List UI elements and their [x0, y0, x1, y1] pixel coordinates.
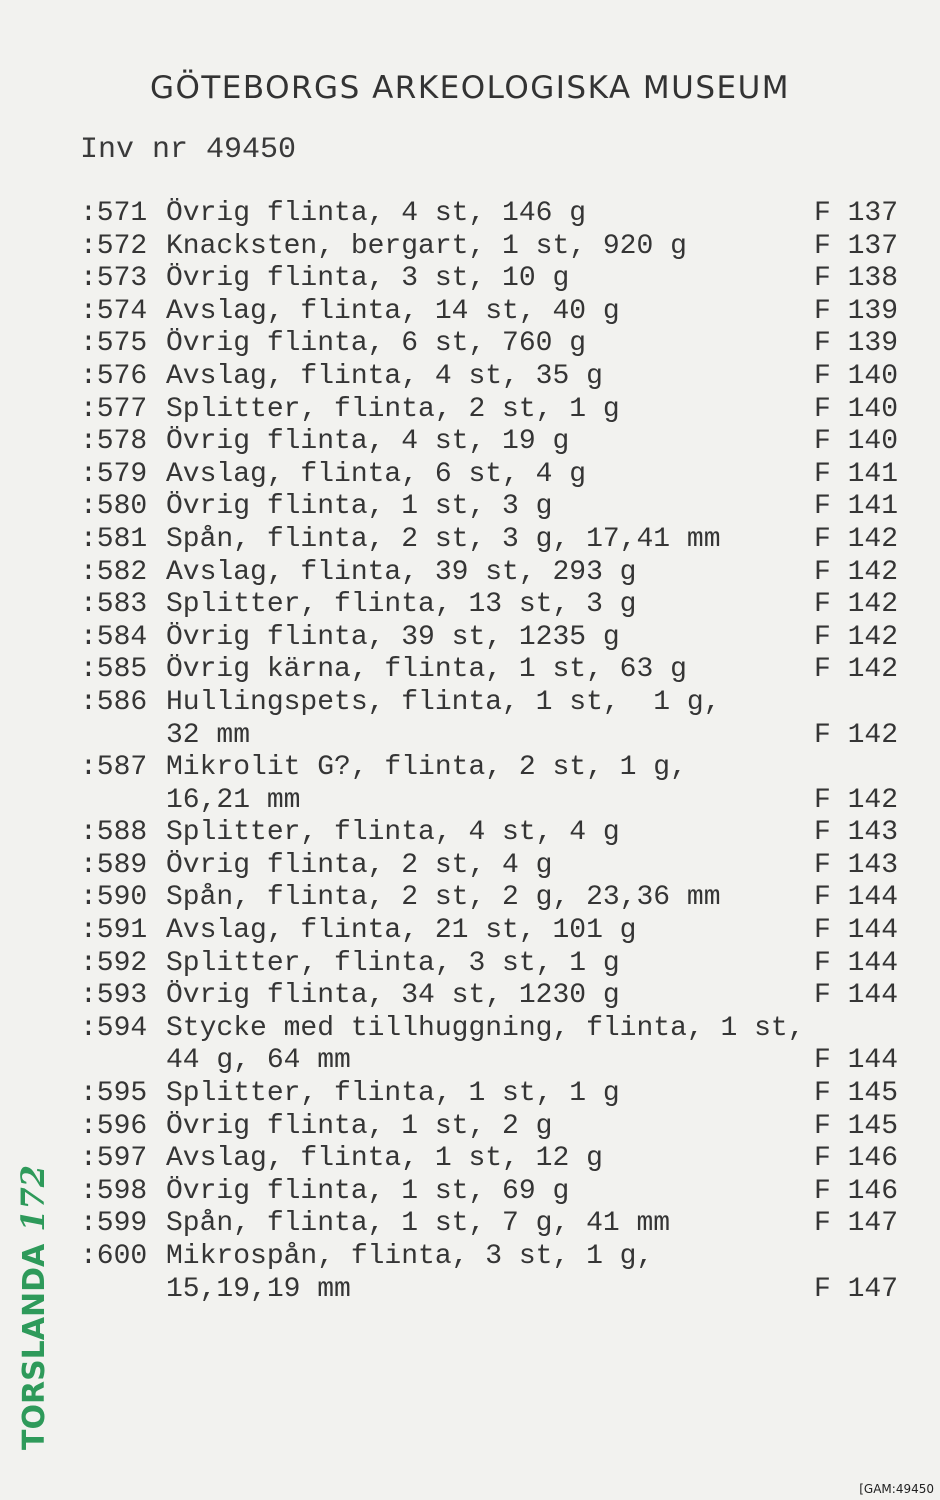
museum-title: GÖTEBORGS ARKEOLOGISKA MUSEUM: [149, 70, 791, 106]
entry-description: 16,21 mm: [166, 784, 301, 816]
entry-find-reference: F 146: [814, 1175, 899, 1207]
entry-description: Avslag, flinta, 21 st, 101 g: [166, 915, 637, 947]
entry-find-reference: F 143: [814, 817, 899, 849]
entry-row: [80, 231, 900, 264]
entry-find-reference: F 144: [814, 915, 899, 947]
entry-number: :574: [80, 295, 148, 327]
entry-find-reference: F 141: [814, 491, 899, 523]
entry-find-reference: F 145: [814, 1078, 899, 1110]
entry-number: :593: [80, 980, 148, 1012]
entry-description: Avslag, flinta, 1 st, 12 g: [166, 1143, 603, 1175]
entry-number: :588: [80, 817, 148, 849]
entry-description: Mikrolit G?, flinta, 2 st, 1 g,: [166, 752, 687, 784]
entry-find-reference: F 139: [814, 295, 899, 327]
entry-row: [80, 817, 900, 850]
entry-row: [80, 850, 900, 883]
entry-find-reference: F 145: [814, 1110, 899, 1142]
site-name: TORSLANDA: [17, 1243, 52, 1450]
entry-row: [80, 882, 900, 915]
entry-number: :596: [80, 1110, 148, 1142]
entry-description: Övrig flinta, 1 st, 69 g: [166, 1175, 570, 1207]
entry-description: 44 g, 64 mm: [166, 1045, 351, 1077]
entry-row: [80, 557, 900, 590]
entry-find-reference: F 140: [814, 360, 899, 392]
entry-number: :583: [80, 589, 148, 621]
entry-number: :595: [80, 1078, 148, 1110]
entry-description: Avslag, flinta, 4 st, 35 g: [166, 360, 603, 392]
entry-number: :600: [80, 1241, 148, 1272]
entry-find-reference: F 137: [814, 198, 899, 229]
entry-number: :581: [80, 523, 148, 555]
entry-find-reference: F 142: [814, 654, 899, 686]
entry-row: [80, 1143, 900, 1176]
entry-number: :579: [80, 458, 148, 490]
entry-number: :584: [80, 621, 148, 653]
entry-description: Splitter, flinta, 3 st, 1 g: [166, 947, 620, 979]
entry-find-reference: F 138: [814, 263, 899, 295]
archive-stamp: [GAM:49450: [859, 1482, 934, 1496]
entry-find-reference: F 142: [814, 523, 899, 555]
entry-number: :577: [80, 393, 148, 425]
entry-find-reference: F 143: [814, 849, 899, 881]
entry-description: Splitter, flinta, 2 st, 1 g: [166, 393, 620, 425]
entry-description: Övrig flinta, 39 st, 1235 g: [166, 621, 620, 653]
entry-number: :592: [80, 947, 148, 979]
entry-row: [80, 752, 900, 785]
entry-row: [80, 1078, 900, 1111]
entry-find-reference: F 142: [814, 621, 899, 653]
entry-number: :578: [80, 426, 148, 458]
entry-find-reference: F 144: [814, 882, 899, 914]
entry-find-reference: F 144: [814, 1045, 899, 1077]
entry-description: 32 mm: [166, 719, 251, 751]
entry-row: [80, 296, 900, 329]
entry-description: Spån, flinta, 2 st, 2 g, 23,36 mm: [166, 882, 721, 914]
entry-description: Övrig flinta, 1 st, 3 g: [166, 491, 553, 523]
entry-number: :597: [80, 1143, 148, 1175]
entry-number: :591: [80, 915, 148, 947]
entry-description: 15,19,19 mm: [166, 1273, 351, 1305]
entry-description: Spån, flinta, 1 st, 7 g, 41 mm: [166, 1208, 671, 1240]
entry-find-reference: F 141: [814, 458, 899, 490]
entry-row: [80, 361, 900, 394]
entry-find-reference: F 144: [814, 947, 899, 979]
entry-number: :573: [80, 263, 148, 295]
entry-number: :587: [80, 752, 148, 784]
entry-find-reference: F 142: [814, 784, 899, 816]
entry-find-reference: F 142: [814, 719, 899, 751]
entry-number: :580: [80, 491, 148, 523]
entry-find-reference: F 147: [814, 1273, 899, 1305]
entry-find-reference: F 140: [814, 426, 899, 458]
entry-row: [80, 654, 900, 687]
entry-description: Övrig flinta, 4 st, 146 g: [166, 198, 587, 229]
entry-row: [80, 524, 900, 557]
entry-number: :586: [80, 686, 148, 718]
entry-description: Spån, flinta, 2 st, 3 g, 17,41 mm: [166, 523, 721, 555]
entry-find-reference: F 139: [814, 328, 899, 360]
entry-number: :575: [80, 328, 148, 360]
inventory-number: Inv nr 49450: [80, 133, 297, 167]
entry-find-reference: F 142: [814, 589, 899, 621]
entry-find-reference: F 144: [814, 980, 899, 1012]
entry-row: [80, 785, 900, 818]
entry-row: [80, 1241, 900, 1274]
entry-number: :590: [80, 882, 148, 914]
entry-number: :589: [80, 849, 148, 881]
entry-description: Avslag, flinta, 14 st, 40 g: [166, 295, 620, 327]
entry-find-reference: F 146: [814, 1143, 899, 1175]
site-number: 172: [14, 1164, 52, 1232]
entry-description: Övrig kärna, flinta, 1 st, 63 g: [166, 654, 687, 686]
entry-number: :594: [80, 1012, 148, 1044]
entry-row: [80, 1111, 900, 1144]
entry-row: [80, 1176, 900, 1209]
entry-row: [80, 589, 900, 622]
entry-row: [80, 1274, 900, 1307]
site-label: [14, 1165, 52, 1450]
entry-find-reference: F 142: [814, 556, 899, 588]
entry-row: [80, 1013, 900, 1046]
entry-description: Övrig flinta, 1 st, 2 g: [166, 1110, 553, 1142]
entry-description: Avslag, flinta, 39 st, 293 g: [166, 556, 637, 588]
entry-row: [80, 1208, 900, 1241]
entry-number: :576: [80, 360, 148, 392]
entry-row: [80, 1045, 900, 1078]
entry-description: Stycke med tillhuggning, flinta, 1 st,: [166, 1012, 805, 1044]
entry-description: Avslag, flinta, 6 st, 4 g: [166, 458, 587, 490]
entry-row: [80, 491, 900, 524]
entry-number: :582: [80, 556, 148, 588]
entry-list: [80, 198, 900, 1306]
entry-description: Övrig flinta, 6 st, 760 g: [166, 328, 587, 360]
entry-description: Övrig flinta, 2 st, 4 g: [166, 849, 553, 881]
entry-row: [80, 622, 900, 655]
entry-number: :599: [80, 1208, 148, 1240]
entry-row: [80, 394, 900, 427]
entry-row: [80, 948, 900, 981]
entry-row: [80, 328, 900, 361]
entry-description: Övrig flinta, 3 st, 10 g: [166, 263, 570, 295]
entry-number: :598: [80, 1175, 148, 1207]
entry-find-reference: F 140: [814, 393, 899, 425]
entry-find-reference: F 137: [814, 230, 899, 262]
entry-description: Knacksten, bergart, 1 st, 920 g: [166, 230, 687, 262]
entry-row: [80, 459, 900, 492]
entry-find-reference: F 147: [814, 1208, 899, 1240]
entry-description: Mikrospån, flinta, 3 st, 1 g,: [166, 1241, 654, 1272]
entry-number: :572: [80, 230, 148, 262]
entry-number: :585: [80, 654, 148, 686]
entry-description: Splitter, flinta, 4 st, 4 g: [166, 817, 620, 849]
entry-description: Hullingspets, flinta, 1 st, 1 g,: [166, 686, 721, 718]
entry-row: [80, 720, 900, 753]
entry-description: Övrig flinta, 34 st, 1230 g: [166, 980, 620, 1012]
entry-description: Övrig flinta, 4 st, 19 g: [166, 426, 570, 458]
entry-number: :571: [80, 198, 148, 229]
entry-description: Splitter, flinta, 13 st, 3 g: [166, 589, 637, 621]
entry-row: [80, 263, 900, 296]
entry-row: [80, 687, 900, 720]
entry-row: [80, 915, 900, 948]
entry-row: [80, 198, 900, 231]
entry-row: [80, 980, 900, 1013]
entry-row: [80, 426, 900, 459]
entry-description: Splitter, flinta, 1 st, 1 g: [166, 1078, 620, 1110]
